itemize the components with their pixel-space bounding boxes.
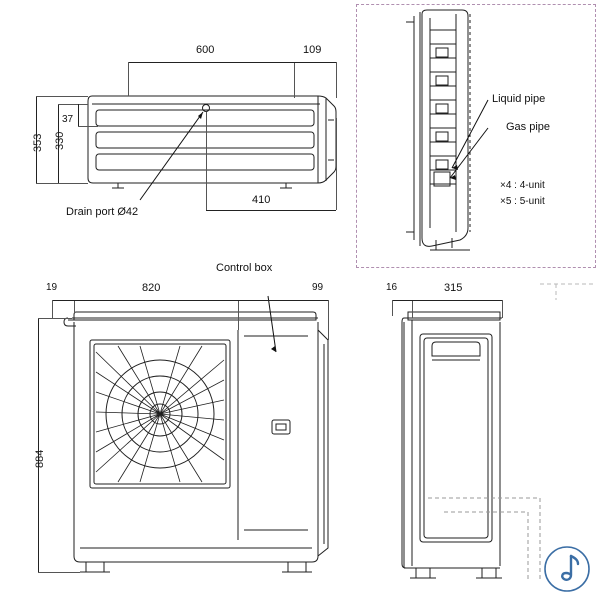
dim-109-line bbox=[294, 62, 336, 63]
brand-logo bbox=[544, 546, 590, 592]
dim-99-line bbox=[238, 300, 328, 301]
dim-884-ext-top bbox=[38, 318, 72, 319]
dim-600-ext-right bbox=[294, 62, 295, 98]
dim-820-line bbox=[74, 300, 238, 301]
dim-820-ext-right bbox=[238, 300, 239, 330]
dim-16-ext-right bbox=[412, 300, 413, 318]
dim-37-label: 37 bbox=[62, 114, 74, 125]
dim-600-line bbox=[128, 62, 294, 63]
dim-410-line bbox=[206, 210, 336, 211]
unit5-label: ×5 : 5-unit bbox=[500, 196, 545, 207]
drain-port-label: Drain port Ø42 bbox=[66, 206, 139, 218]
liquid-pipe-label: Liquid pipe bbox=[492, 93, 546, 105]
gas-pipe-label: Gas pipe bbox=[506, 121, 551, 133]
dim-353-ext-bot bbox=[36, 183, 88, 184]
dim-315-label: 315 bbox=[444, 282, 463, 294]
dim-19-label: 19 bbox=[46, 282, 58, 293]
dim-884-ext-bot bbox=[38, 572, 80, 573]
dim-16-ext-left bbox=[392, 300, 393, 316]
dim-353-ext-top bbox=[36, 96, 88, 97]
dim-99-ext-right bbox=[328, 300, 329, 340]
dim-410-ext-left bbox=[206, 112, 207, 210]
dim-330-ext-top bbox=[58, 104, 88, 105]
control-box-label: Control box bbox=[216, 262, 273, 274]
dim-884-line bbox=[38, 318, 39, 572]
dim-353-label: 353 bbox=[32, 133, 44, 152]
dim-410-label: 410 bbox=[252, 194, 271, 206]
dim-330-label: 330 bbox=[54, 131, 66, 150]
dim-820-label: 820 bbox=[142, 282, 161, 294]
dim-16-label: 16 bbox=[386, 282, 398, 293]
dim-19-ext-left bbox=[52, 300, 53, 318]
dim-109-label: 109 bbox=[303, 44, 322, 56]
dim-109-ext-right bbox=[336, 62, 337, 98]
dim-600-label: 600 bbox=[196, 44, 215, 56]
dim-410-ext-right bbox=[336, 118, 337, 210]
dim-19-ext-right bbox=[74, 300, 75, 314]
dim-600-ext-left bbox=[128, 62, 129, 96]
dim-16-line bbox=[392, 300, 412, 301]
dim-315-ext-right bbox=[502, 300, 503, 318]
dim-37-ext bbox=[78, 126, 98, 127]
dim-315-line bbox=[412, 300, 502, 301]
dim-99-label: 99 bbox=[312, 282, 324, 293]
dim-19-line bbox=[52, 300, 74, 301]
dim-884-label: 884 bbox=[34, 449, 46, 468]
dim-37-line bbox=[78, 104, 79, 126]
unit4-label: ×4 : 4-unit bbox=[500, 180, 545, 191]
